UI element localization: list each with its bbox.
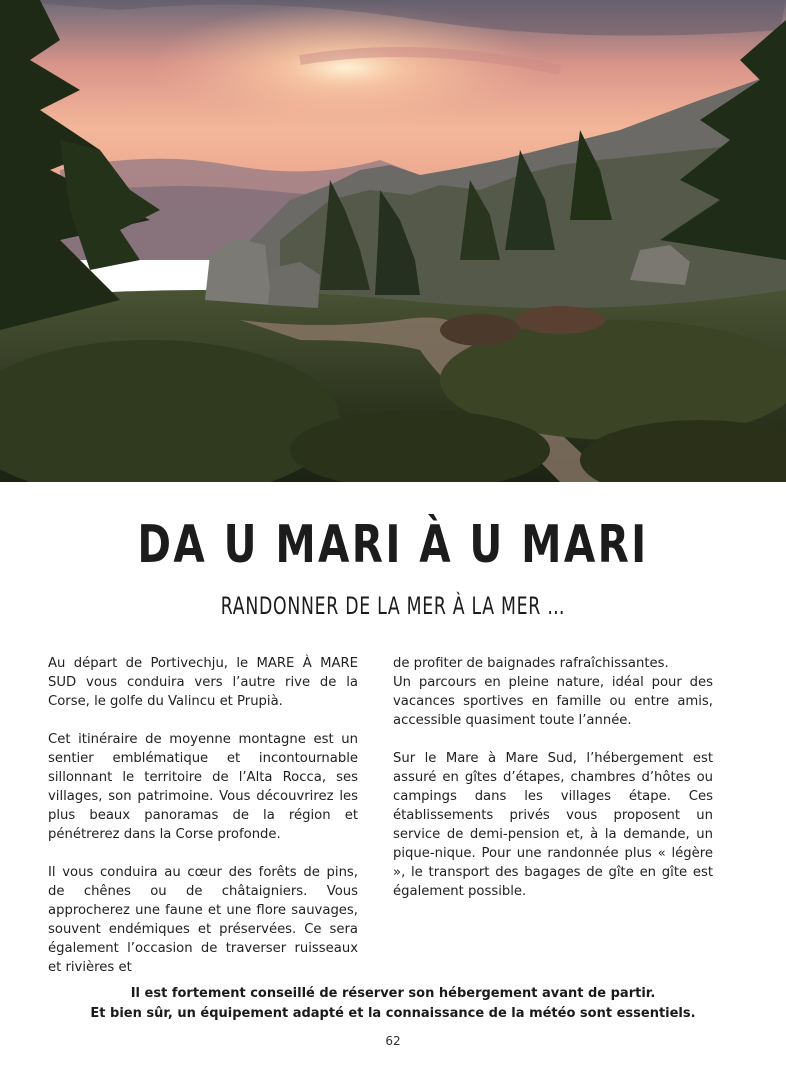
mountain-sunset-photo [0,0,786,482]
paragraph: Au départ de Portivechju, le MARE À MARE SUD vous conduira vers l’autre rive de la Corse, le golfe du Valincu et Prupià. [48,656,358,709]
paragraph: Sur le Mare à Mare Sud, l’hébergement est assuré en gîtes d’étapes, chambres d’hôtes ou campings dans les villages étape. Ces établissements privés vous proposent un service de demi-pension et, à la demande, un pique-nique. Pour une randonnée plus « légère », le transport des bagages de gîte en gîte est également possible. [393,751,713,899]
right-column [393,654,713,901]
booking-notice [0,984,786,1024]
paragraph: de profiter de baignades rafraîchissantes. [393,656,669,671]
paragraph: Un parcours en pleine nature, idéal pour des vacances sportives en famille ou entre amis, accessible quasiment toute l’année. [393,675,713,728]
page-subtitle: RANDONNER DE LA MER À LA MER … [220,592,566,620]
notice-line: Et bien sûr, un équipement adapté et la connaissance de la météo sont essentiels. [90,1006,696,1021]
notice-line: Il est fortement conseillé de réserver son hébergement avant de partir. [130,986,656,1001]
left-column [48,654,358,977]
paragraph: Il vous conduira au cœur des forêts de pins, de chênes ou de châtaigniers. Vous approcherez une faune et une flore sauvages, souvent endémiques et préservées. Ce sera également l’occasion de traverser ruisseaux et rivières et [48,865,358,975]
hero-photo [0,0,786,482]
page-number: 62 [385,1034,401,1048]
paragraph: Cet itinéraire de moyenne montagne est un sentier emblématique et incontournable sillonnant le territoire de l’Alta Rocca, ses villages, son patrimoine. Vous découvrirez les plus beaux panoramas de la région et pénétrerez dans la Corse profonde. [48,732,358,842]
page-title: DA U MARI À U MARI [137,515,649,575]
